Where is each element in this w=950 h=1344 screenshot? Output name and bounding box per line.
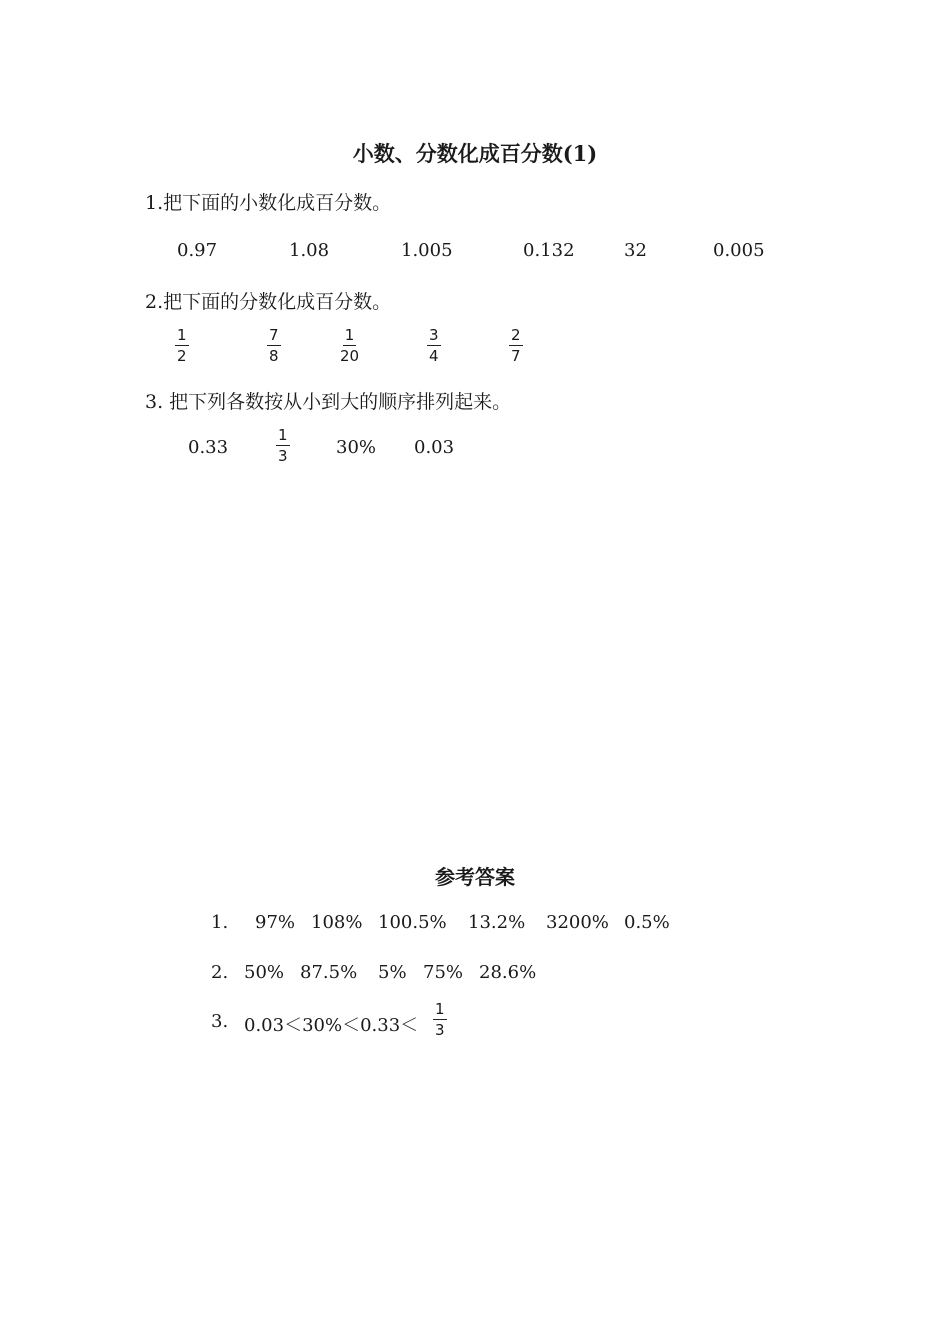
- fraction-numerator: 1: [435, 1000, 445, 1018]
- fraction-denominator: 8: [269, 347, 279, 365]
- page-title: 小数、分数化成百分数(1): [352, 141, 598, 166]
- fraction-denominator: 4: [429, 347, 439, 365]
- q3-item: 0.03: [414, 437, 455, 458]
- fraction-denominator: 3: [278, 447, 288, 465]
- answer-2-item: 28.6%: [479, 962, 537, 983]
- fraction-numerator: 1: [177, 326, 187, 344]
- answer-2-item: 87.5%: [300, 962, 358, 983]
- question-2-prompt: 2.把下面的分数化成百分数。: [145, 291, 392, 313]
- q2-fraction: [175, 328, 189, 364]
- q1-item: 1.005: [401, 240, 453, 261]
- answer-1-item: 13.2%: [468, 912, 526, 933]
- q2-fraction: [427, 328, 441, 364]
- fraction-numerator: 1: [278, 426, 288, 444]
- fraction-denominator: 7: [511, 347, 521, 365]
- answer-3-fraction: [433, 1002, 447, 1038]
- fraction-denominator: 2: [177, 347, 187, 365]
- q1-item: 0.97: [177, 240, 218, 261]
- answer-1-item: 100.5%: [378, 912, 447, 933]
- question-1-prompt: 1.把下面的小数化成百分数。: [145, 192, 392, 214]
- q1-item: 0.132: [523, 240, 575, 261]
- answer-1-item: 0.5%: [624, 912, 670, 933]
- answer-1-item: 3200%: [546, 912, 609, 933]
- fraction-denominator: 20: [340, 347, 360, 365]
- question-3-prompt: 3. 把下列各数按从小到大的顺序排列起来。: [145, 391, 512, 413]
- answer-2-item: 75%: [423, 962, 464, 983]
- answer-2-item: 5%: [378, 962, 407, 983]
- q1-item: 1.08: [289, 240, 330, 261]
- q3-fraction: [276, 428, 290, 464]
- answer-1-item: 108%: [311, 912, 363, 933]
- q2-fraction: [338, 328, 361, 364]
- q1-item: 0.005: [713, 240, 765, 261]
- q2-fraction: [267, 328, 281, 364]
- fraction-numerator: 2: [511, 326, 521, 344]
- q3-item: 30%: [336, 437, 377, 458]
- q1-item: 32: [624, 240, 647, 261]
- fraction-numerator: 3: [429, 326, 439, 344]
- answer-2-label: 2.: [211, 962, 229, 983]
- answer-3-text: 0.03＜30%＜0.33＜: [244, 1015, 419, 1036]
- answers-heading: 参考答案: [435, 865, 515, 889]
- q2-fraction: [509, 328, 523, 364]
- answer-3-label: 3.: [211, 1011, 229, 1032]
- answer-1-item: 97%: [255, 912, 296, 933]
- answer-1-label: 1.: [211, 912, 229, 933]
- fraction-numerator: 1: [344, 326, 355, 344]
- answer-2-item: 50%: [244, 962, 285, 983]
- fraction-denominator: 3: [435, 1021, 445, 1039]
- fraction-numerator: 7: [269, 326, 279, 344]
- q3-item: 0.33: [188, 437, 229, 458]
